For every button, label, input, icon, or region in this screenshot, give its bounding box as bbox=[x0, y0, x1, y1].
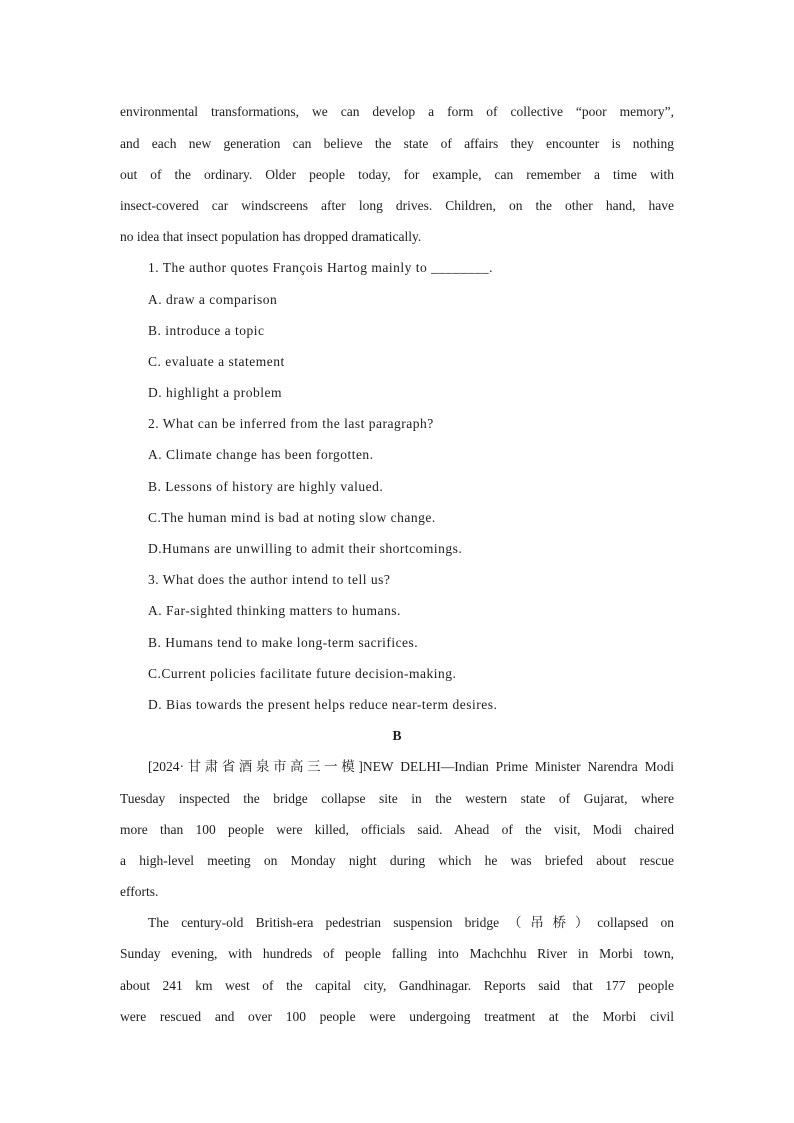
question-2-option-c: C.The human mind is bad at noting slow change. bbox=[148, 509, 436, 525]
question-2-option-b: B. Lessons of history are highly valued. bbox=[148, 478, 384, 494]
question-1-option-b: B. introduce a topic bbox=[148, 322, 265, 338]
passage-a-line: and each new generation can believe the state of affairs they encounter is nothing bbox=[120, 135, 674, 151]
section-b-heading: B bbox=[392, 728, 402, 744]
paragraph-line: The century-old British-era pedestrian suspension bridge（吊桥）collapsed on bbox=[148, 915, 674, 931]
passage-a-excerpt bbox=[120, 96, 674, 252]
paragraph-line: Tuesday inspected the bridge collapse site in the western state of Gujarat, where bbox=[120, 790, 674, 806]
section-b-paragraph-1 bbox=[120, 751, 674, 907]
passage-a-line: no idea that insect population has dropped dramatically. bbox=[120, 229, 422, 245]
question-1-option-c: C. evaluate a statement bbox=[148, 353, 285, 369]
section-b-paragraph-2 bbox=[120, 907, 674, 1032]
question-2 bbox=[120, 408, 674, 564]
question-1 bbox=[120, 252, 674, 408]
paragraph-line: about 241 km west of the capital city, Gandhinagar. Reports said that 177 people bbox=[120, 977, 674, 993]
passage-a-line: environmental transformations, we can develop a form of collective “poor memory”, bbox=[120, 104, 674, 120]
question-2-option-d: D.Humans are unwilling to admit their shortcomings. bbox=[148, 541, 463, 557]
question-3 bbox=[120, 564, 674, 720]
question-3-option-a: A. Far-sighted thinking matters to humans. bbox=[148, 603, 401, 619]
paragraph-line: efforts. bbox=[120, 884, 159, 900]
paragraph-line: were rescued and over 100 people were undergoing treatment at the Morbi civil bbox=[120, 1008, 674, 1024]
question-3-option-b: B. Humans tend to make long-term sacrifices. bbox=[148, 634, 419, 650]
paragraph-line: a high-level meeting on Monday night during which he was briefed about rescue bbox=[120, 852, 674, 868]
paragraph-line: [2024·甘肃省酒泉市高三一模]NEW DELHI—Indian Prime Minister Narendra Modi bbox=[148, 759, 674, 775]
question-3-stem: 3. What does the author intend to tell us? bbox=[148, 572, 391, 588]
question-1-option-d: D. highlight a problem bbox=[148, 385, 282, 401]
question-1-option-a: A. draw a comparison bbox=[148, 291, 278, 307]
passage-a-line: insect-covered car windscreens after long drives. Children, on the other hand, have bbox=[120, 197, 674, 213]
question-3-option-d: D. Bias towards the present helps reduce near-term desires. bbox=[148, 696, 498, 712]
passage-a-line: out of the ordinary. Older people today, for example, can remember a time with bbox=[120, 166, 674, 182]
question-2-stem: 2. What can be inferred from the last paragraph? bbox=[148, 416, 434, 432]
paragraph-line: more than 100 people were killed, officials said. Ahead of the visit, Modi chaired bbox=[120, 821, 674, 837]
question-1-stem: 1. The author quotes François Hartog mainly to ________. bbox=[148, 260, 493, 276]
question-2-option-a: A. Climate change has been forgotten. bbox=[148, 447, 374, 463]
question-3-option-c: C.Current policies facilitate future decision-making. bbox=[148, 665, 457, 681]
page-content bbox=[120, 96, 674, 1032]
paragraph-line: Sunday evening, with hundreds of people falling into Machchhu River in Morbi town, bbox=[120, 946, 674, 962]
